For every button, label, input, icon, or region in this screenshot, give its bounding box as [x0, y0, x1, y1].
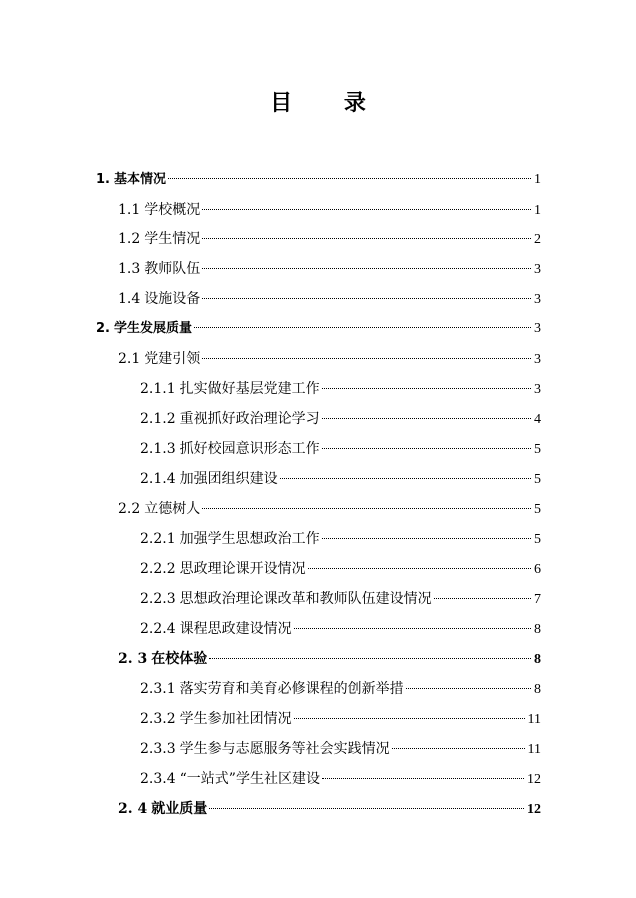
toc-entry-page: 8	[534, 652, 541, 667]
toc-entry-number: 2.3.4	[140, 771, 176, 787]
dot-leader	[392, 748, 525, 749]
toc-entry[interactable]	[140, 408, 541, 430]
toc-entry-number: 1.1	[118, 202, 141, 218]
toc-entry-text: 学校概况	[144, 202, 201, 218]
toc-entry-page: 11	[527, 742, 541, 757]
toc-entry-text: 重视抓好政治理论学习	[179, 411, 320, 427]
toc-entry-page: 3	[534, 292, 541, 307]
dot-leader	[168, 178, 531, 179]
toc-entry[interactable]	[140, 738, 541, 760]
toc-entry-text: 思政理论课开设情况	[179, 561, 306, 577]
toc-entry-page: 5	[534, 502, 541, 517]
toc-entry-number: 2.2.1	[140, 531, 176, 547]
toc-entry-number: 2.3.1	[140, 681, 176, 697]
toc-entry-number: 2.3.3	[140, 741, 176, 757]
toc-entry-number: 2. 4	[118, 801, 148, 817]
toc-entry-number: 2.1.3	[140, 441, 176, 457]
dot-leader	[209, 808, 524, 809]
dot-leader	[434, 598, 531, 599]
dot-leader	[202, 238, 531, 239]
toc-entry-number: 2.3.2	[140, 711, 176, 727]
toc-entry-number: 2.2	[118, 501, 141, 517]
toc-entry-page: 5	[534, 532, 541, 547]
toc-entry-page: 11	[527, 712, 541, 727]
toc-entry-page: 3	[534, 262, 541, 277]
toc-entry-number: 2.2.4	[140, 621, 176, 637]
toc-entry-number: 1.	[96, 172, 110, 187]
toc-entry-number: 2.1	[118, 351, 141, 367]
dot-leader	[322, 538, 531, 539]
toc-entry[interactable]	[140, 468, 541, 490]
toc-entry-text: 立德树人	[144, 501, 201, 517]
toc-entry-number: 1.4	[118, 291, 141, 307]
toc-entry-text: 学生参与志愿服务等社会实践情况	[179, 741, 390, 757]
dot-leader	[322, 388, 531, 389]
toc-entry[interactable]	[140, 708, 541, 730]
toc-entry-number: 2.1.1	[140, 381, 176, 397]
toc-entry-text: 思想政治理论课改革和教师队伍建设情况	[179, 591, 432, 607]
toc-entry[interactable]	[118, 348, 541, 370]
toc-entry-page: 1	[534, 203, 541, 218]
dot-leader	[209, 658, 531, 659]
toc-entry-text: 抓好校园意识形态工作	[179, 441, 320, 457]
toc-entry-text: 学生参加社团情况	[179, 711, 292, 727]
dot-leader	[294, 718, 525, 719]
toc-entry-text: 党建引领	[144, 351, 201, 367]
toc-entry-page: 8	[534, 682, 541, 697]
toc-entry[interactable]	[140, 768, 541, 790]
toc-entry[interactable]	[140, 588, 541, 610]
toc-entry[interactable]	[118, 199, 541, 221]
toc-entry-text: 教师队伍	[144, 261, 201, 277]
toc-entry[interactable]	[118, 648, 541, 670]
dot-leader	[406, 688, 531, 689]
toc-entry-text: 在校体验	[151, 651, 208, 667]
toc-entry[interactable]	[140, 678, 541, 700]
toc-entry-page: 2	[534, 232, 541, 247]
toc-entry-page: 5	[534, 472, 541, 487]
toc-entry[interactable]	[140, 378, 541, 400]
dot-leader	[294, 628, 531, 629]
toc-entry-page: 8	[534, 622, 541, 637]
toc-entry-number: 2. 3	[118, 651, 148, 667]
toc-entry-text: 落实劳育和美育必修课程的创新举措	[179, 681, 404, 697]
dot-leader	[280, 478, 531, 479]
toc-entry[interactable]	[118, 288, 541, 310]
dot-leader	[194, 327, 531, 328]
dot-leader	[322, 448, 531, 449]
toc-entry-number: 2.1.2	[140, 411, 176, 427]
toc-entry-text: 设施设备	[144, 291, 201, 307]
page-title: 目 录	[270, 91, 388, 116]
toc-entry[interactable]	[118, 258, 541, 280]
toc-entry-text: 就业质量	[151, 801, 208, 817]
toc-entry-page: 6	[534, 562, 541, 577]
toc-entry-text: 扎实做好基层党建工作	[179, 381, 320, 397]
toc-entry-number: 2.2.2	[140, 561, 176, 577]
toc-entry[interactable]	[140, 618, 541, 640]
toc-entry-number: 2.	[96, 321, 110, 336]
toc-entry-number: 1.3	[118, 261, 141, 277]
toc-entry-page: 3	[534, 382, 541, 397]
toc-entry-text: 加强学生思想政治工作	[179, 531, 320, 547]
toc-entry-text: 学生情况	[144, 231, 201, 247]
toc-entry[interactable]	[118, 798, 541, 820]
toc-entry-page: 7	[534, 592, 541, 607]
toc-entry-page: 12	[527, 772, 541, 787]
toc-entry[interactable]	[140, 558, 541, 580]
toc-entry[interactable]	[118, 228, 541, 250]
toc-entry-page: 4	[534, 412, 541, 427]
toc-entry[interactable]	[96, 318, 541, 340]
dot-leader	[202, 358, 531, 359]
toc-entry-text: “一站式”学生社区建设	[179, 771, 320, 787]
toc-entry[interactable]	[140, 528, 541, 550]
toc-entry-page: 12	[527, 802, 541, 817]
dot-leader	[202, 508, 531, 509]
dot-leader	[202, 298, 531, 299]
toc-entry-page: 1	[534, 172, 541, 187]
toc-entry-text: 加强团组织建设	[179, 471, 278, 487]
toc-entry[interactable]	[118, 498, 541, 520]
toc-entry-page: 5	[534, 442, 541, 457]
toc-entry-number: 2.2.3	[140, 591, 176, 607]
toc-entry[interactable]	[96, 169, 541, 191]
toc-entry-page: 3	[534, 352, 541, 367]
toc-entry[interactable]	[140, 438, 541, 460]
toc-entry-number: 1.2	[118, 231, 141, 247]
toc-entry-text: 基本情况	[113, 172, 166, 187]
toc-entry-number: 2.1.4	[140, 471, 176, 487]
dot-leader	[322, 778, 524, 779]
dot-leader	[202, 268, 531, 269]
toc-entry-page: 3	[534, 321, 541, 336]
dot-leader	[308, 568, 531, 569]
dot-leader	[202, 209, 531, 210]
toc-entry-text: 课程思政建设情况	[179, 621, 292, 637]
dot-leader	[322, 418, 531, 419]
toc-entry-text: 学生发展质量	[113, 321, 192, 336]
